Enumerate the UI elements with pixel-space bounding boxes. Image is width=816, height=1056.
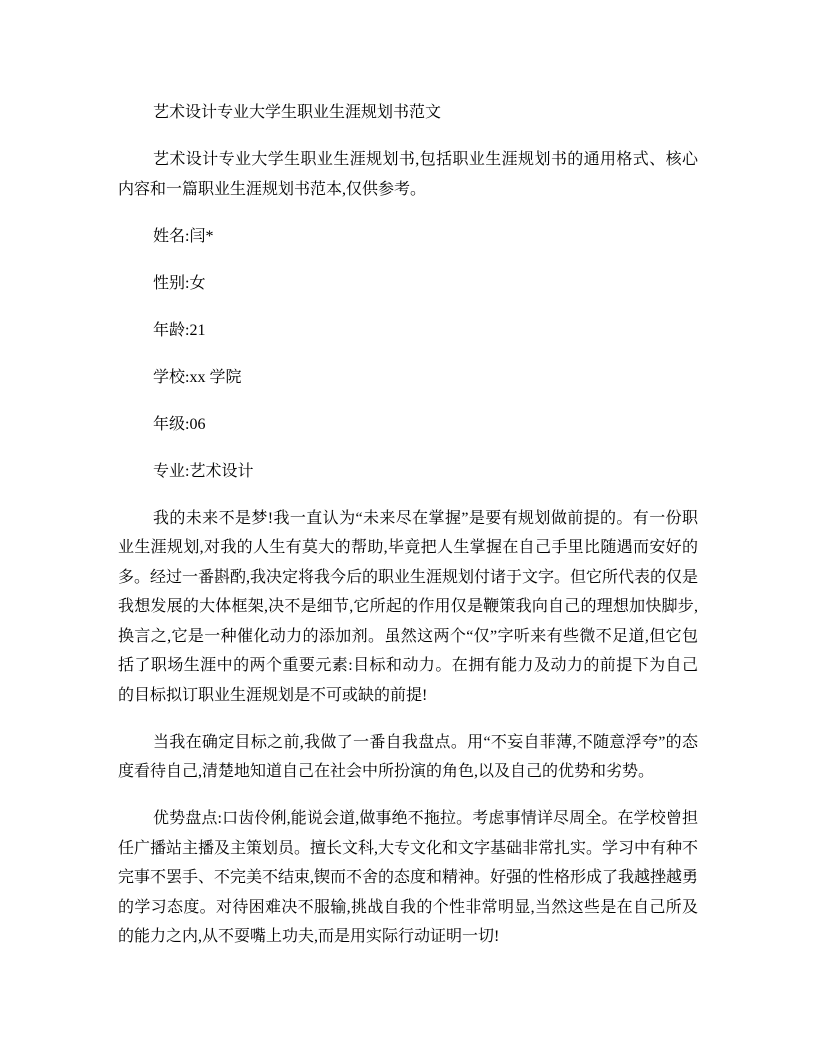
profile-major-line: 专业:艺术设计	[153, 462, 254, 480]
body-paragraph-future: 我的未来不是梦!我一直认为“未来尽在掌握”是要有规划做前提的。有一份职业生涯规划,对我的人生有莫大的帮助,毕竟把人生掌握在自己手里比随遇而安好的多。经过一番斟酌,我决定将我今后的职业生涯规划付诸于文字。但它所代表的仅是我想发展的大体框架,决不是细节,它所起的作用仅是鞭策我向自己的理想加快脚步,换言之,它是一种催化动力的添加剂。虽然这两个“仅”字听来有些微不足道,但它包括了职场生涯中的两个重要元素:目标和动力。在拥有能力及动力的前提下为自己的目标拟订职业生涯规划是不可或缺的前提!	[118, 509, 699, 704]
body-paragraph-self-assessment: 当我在确定目标之前,我做了一番自我盘点。用“不妄自菲薄,不随意浮夸”的态度看待自己,清楚地知道自己在社会中所扮演的角色,以及自己的优势和劣势。	[118, 733, 698, 780]
profile-school-line: 学校:xx 学院	[153, 368, 242, 386]
profile-grade-line: 年级:06	[153, 415, 206, 433]
profile-name-line: 姓名:闫*	[153, 227, 214, 245]
profile-age-line: 年龄:21	[153, 321, 206, 339]
profile-gender-line: 性别:女	[153, 274, 206, 292]
body-paragraph-strengths: 优势盘点:口齿伶俐,能说会道,做事绝不拖拉。考虑事情详尽周全。在学校曾担任广播站主播及主策划员。擅长文科,大专文化和文字基础非常扎实。学习中有种不完事不罢手、不完美不结束,锲而不舍的态度和精神。好强的性格形成了我越挫越勇的学习态度。对待困难决不服输,挑战自我的个性非常明显,当然这些是在自己所及的能力之内,从不耍嘴上功夫,而是用实际行动证明一切!	[118, 810, 699, 945]
page-title: 艺术设计专业大学生职业生涯规划书范文	[153, 104, 442, 121]
intro-paragraph: 艺术设计专业大学生职业生涯规划书,包括职业生涯规划书的通用格式、核心内容和一篇职业生涯规划书范本,仅供参考。	[118, 151, 698, 198]
